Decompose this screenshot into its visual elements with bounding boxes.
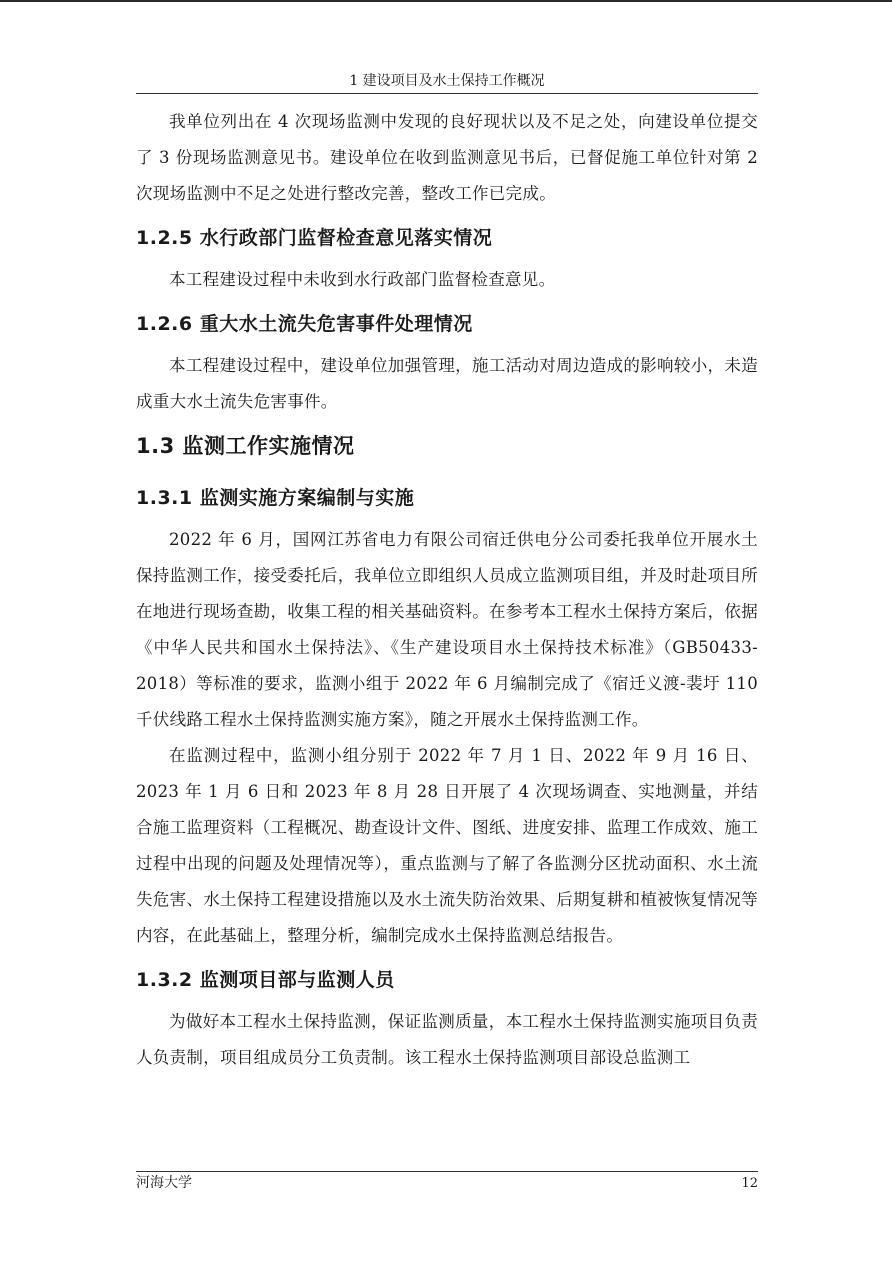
paragraph-monitoring-process: 在监测过程中，监测小组分别于 2022 年 7 月 1 日、2022 年 9 月 16 日、2023 年 1 月 6 日和 2023 年 8 月 28 日开展了 4 次现场调查、实地测量，并结合施工监理资料（工程概况、勘查设计文件、图纸、进度安排、监理工作成效、施工过程中出现的问题及处理情况等），重点监测与了解了各监测分区扰动面积、水土流失危害、水土保持工程建设措施以及水土流失防治效果、后期复耕和植被恢复情况等内容，在此基础上，整理分析，编制完成水土保持监测总结报告。 [136, 746, 758, 945]
heading-1-3-1: 1.3.1 监测实施方案编制与实施 [136, 487, 415, 509]
heading-1-3: 1.3 监测工作实施情况 [136, 434, 355, 458]
heading-1-3-2: 1.3.2 监测项目部与监测人员 [136, 969, 395, 991]
paragraph-project-team: 为做好本工程水土保持监测，保证监测质量，本工程水土保持监测实施项目负责人负责制，项目组成员分工负责制。该工程水土保持监测项目部设总监测工 [136, 1012, 758, 1067]
page-body [136, 104, 758, 1076]
footer-institution: 河海大学 [136, 1175, 192, 1191]
running-header: 1 建设项目及水土保持工作概况 [349, 73, 545, 89]
heading-1-2-6: 1.2.6 重大水土流失危害事件处理情况 [136, 313, 473, 335]
paragraph-plan-preparation: 2022 年 6 月，国网江苏省电力有限公司宿迁供电分公司委托我单位开展水土保持监测工作，接受委托后，我单位立即组织人员成立监测项目组，并及时赴项目所在地进行现场查勘，收集工程的相关基础资料。在参考本工程水土保持方案后，依据《中华人民共和国水土保持法》、《生产建设项目水土保持技术标准》（GB50433-2018）等标准的要求，监测小组于 2022 年 6 月编制完成了《宿迁义渡-裴圩 110 千伏线路工程水土保持监测实施方案》，随之开展水土保持监测工作。 [136, 530, 758, 729]
heading-1-2-5: 1.2.5 水行政部门监督检查意见落实情况 [136, 227, 493, 249]
paragraph-major-hazard-events: 本工程建设过程中，建设单位加强管理，施工活动对周边造成的影响较小，未造成重大水土流失危害事件。 [136, 356, 758, 411]
page-number: 12 [741, 1176, 758, 1191]
footer-rule [136, 1171, 758, 1172]
paragraph-supervision-opinions: 本工程建设过程中未收到水行政部门监督检查意见。 [169, 270, 556, 289]
paragraph-monitoring-opinions: 我单位列出在 4 次现场监测中发现的良好现状以及不足之处，向建设单位提交了 3 份现场监测意见书。建设单位在收到监测意见书后，已督促施工单位针对第 2 次现场监测中不足之处进行整改完善，整改工作已完成。 [136, 112, 758, 203]
page-top-border [0, 0, 892, 2]
header-rule [136, 93, 758, 94]
